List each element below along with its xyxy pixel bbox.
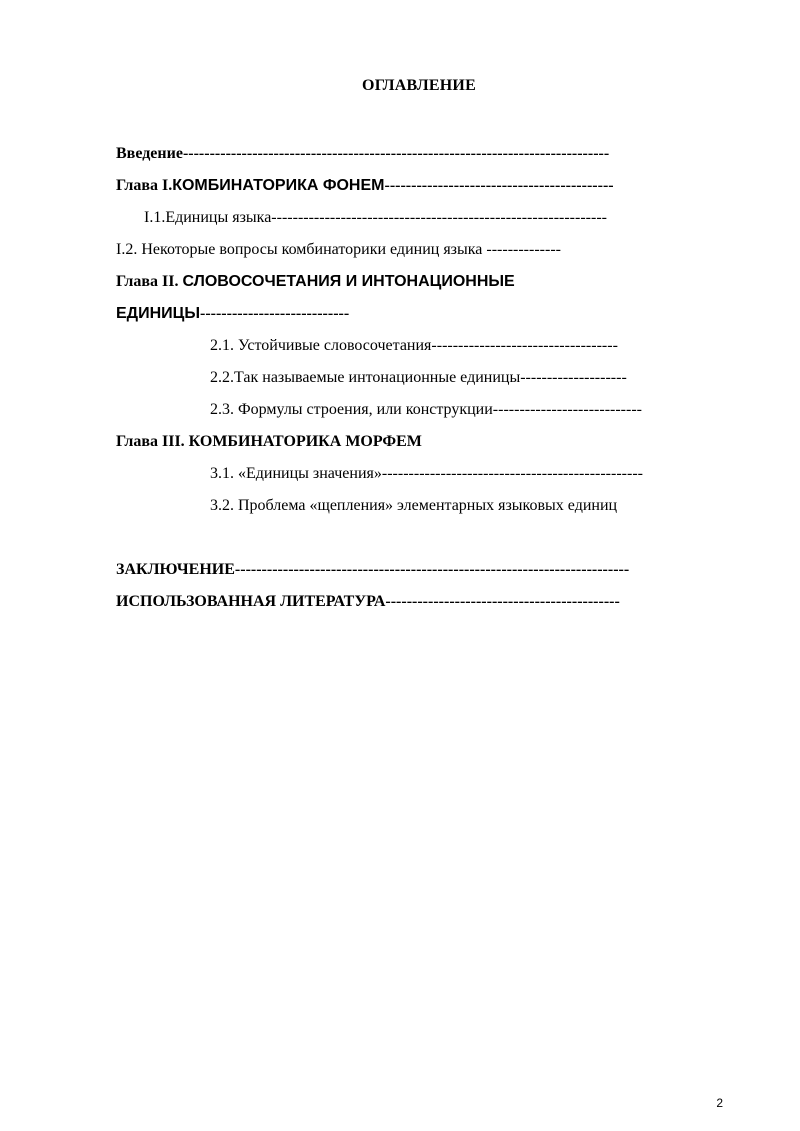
chapter-2-prefix: Глава II. bbox=[116, 273, 183, 290]
toc-entry-chapter-1 bbox=[116, 170, 736, 202]
chapter-2-title-line-2: ЕДИНИЦЫ bbox=[116, 305, 200, 322]
chapter-2-dashes: ---------------------------- bbox=[199, 305, 350, 322]
chapter-2-title-line-1: СЛОВОСОЧЕТАНИЯ И ИНТОНАЦИОННЫЕ bbox=[182, 273, 515, 290]
toc-entry-chapter-2-line-2 bbox=[116, 298, 736, 330]
spacer bbox=[116, 522, 736, 554]
toc-entry-intro: Введение-------------------------------------------------------------------------------- bbox=[116, 145, 610, 162]
toc-entry-section-1-1: I.1.Единицы языка--------------------------------------------------------------- bbox=[144, 209, 607, 226]
toc-entry-section-3-1: 3.1. «Единицы значения»------------------------------------------------- bbox=[210, 465, 643, 482]
toc-entry-section-2-1: 2.1. Устойчивые словосочетания----------------------------------- bbox=[210, 337, 618, 354]
toc-entry-chapter-3: Глава III. КОМБИНАТОРИКА МОРФЕМ bbox=[116, 433, 422, 450]
toc-entry-section-1-2: I.2. Некоторые вопросы комбинаторики единиц языка -------------- bbox=[116, 241, 561, 258]
page-number: 2 bbox=[716, 1096, 723, 1110]
toc-entry-section-2-3: 2.3. Формулы строения, или конструкции---------------------------- bbox=[210, 401, 642, 418]
toc-entry-section-3-2: 3.2. Проблема «щепления» элементарных языковых единиц bbox=[210, 497, 618, 514]
toc-entry-literature: ИСПОЛЬЗОВАННАЯ ЛИТЕРАТУРА-------------------------------------------- bbox=[116, 593, 620, 610]
table-of-contents bbox=[116, 138, 736, 618]
chapter-1-prefix: Глава I. bbox=[116, 177, 173, 194]
chapter-1-title: КОМБИНАТОРИКА ФОНЕМ bbox=[172, 177, 385, 194]
toc-entry-section-2-2: 2.2.Так называемые интонационные единицы-------------------- bbox=[210, 369, 627, 386]
page-title: ОГЛАВЛЕНИЕ bbox=[362, 77, 476, 94]
toc-entry-chapter-2-line-1 bbox=[116, 266, 736, 298]
chapter-1-dashes: ------------------------------------------- bbox=[384, 177, 614, 194]
toc-entry-conclusion: ЗАКЛЮЧЕНИЕ-------------------------------------------------------------------------- bbox=[116, 561, 630, 578]
